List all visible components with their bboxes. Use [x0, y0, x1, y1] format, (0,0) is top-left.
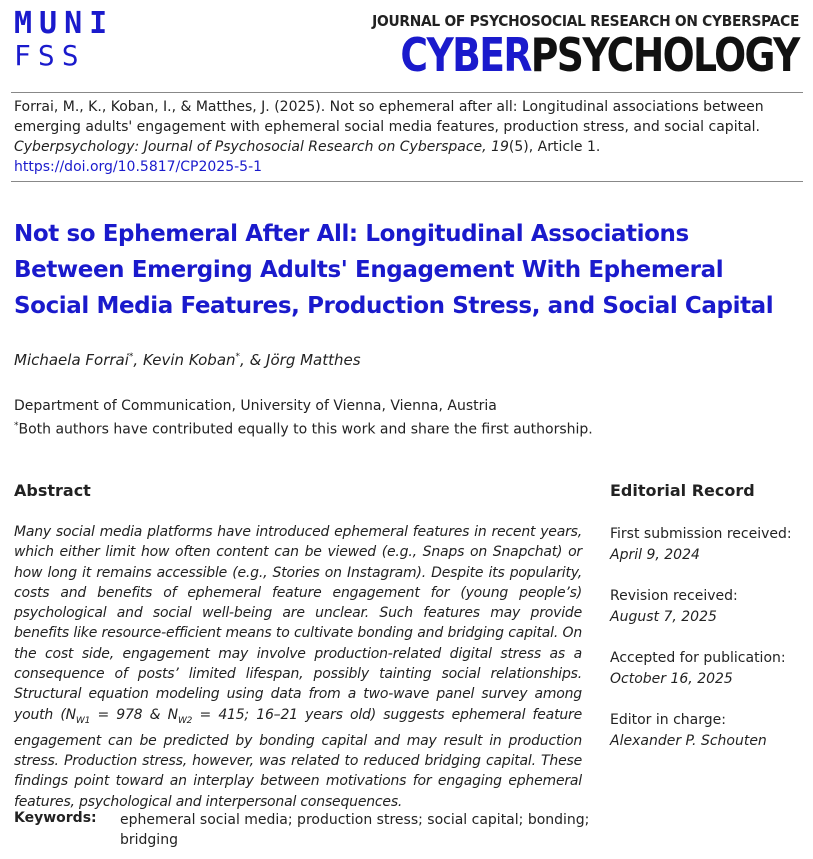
keywords-value: ephemeral social media; production stress; social capital; bonding; bridging [120, 812, 590, 848]
record-first-submission [610, 524, 810, 565]
university-logo [14, 8, 114, 72]
journal-title-part2: PSYCHOLOGY [531, 28, 799, 82]
affiliation-block [14, 396, 593, 440]
doi-link[interactable]: https://doi.org/10.5817/CP2025-5-1 [14, 159, 263, 175]
citation-block [11, 92, 803, 182]
abstract-text: Many social media platforms have introduced ephemeral features in recent years, which either limit how often content can be viewed (e.g., Snaps on Snapchat) or how long it remains accessible (e.g., Stories on Instagram). Despite its popularity, costs and benefits of ephemeral feature engagement for (young people’s) psychological and social well-being are unclear. Such features may provide benefits like resource-efficient means to cultivate bonding and bridging capital. On the cost side, engagement may involve production-related digital stress as a consequence of posts’ limited lifespan, possibly tainting social relationships. Structural equation modeling using data from a two-wave panel survey among youth ($N_{W1} = 978$ & $N_{W2} = 415$; 16–21 years old) suggests ephemeral feature engagement can be predicted by bonding capital and may result in production stress. Production stress, however, was related to reduced bridging capital. These findings point toward an interplay between motivations for engaging ephemeral features, psychological and interpersonal consequences. [14, 524, 582, 810]
record-label: Editor in charge: [610, 712, 726, 728]
record-value: April 9, 2024 [610, 546, 700, 563]
record-revision [610, 586, 810, 627]
article-title: Not so Ephemeral After All: Longitudinal Associations Between Emerging Adults' Engagement With Ephemeral Social Media Features, Production Stress, and Social Capital [14, 221, 774, 319]
author-1: Michaela Forrai [14, 351, 129, 369]
citation-text: Forrai, M., K., Koban, I., & Matthes, J. (2025). Not so ephemeral after all: Longitudinal associations between emerging adults' engagement with ephemeral social media features, production stress, and social capital. [14, 99, 764, 135]
affiliation: Department of Communication, University of Vienna, Vienna, Austria [14, 398, 497, 414]
record-editor [610, 710, 810, 751]
record-value: August 7, 2025 [610, 608, 717, 625]
record-accepted [610, 648, 810, 689]
editorial-record [610, 524, 810, 772]
citation-journal: Cyberpsychology: Journal of Psychosocial Research on Cyberspace, 19 [14, 139, 509, 155]
author-2: Kevin Koban [142, 351, 236, 369]
journal-subtitle: JOURNAL OF PSYCHOSOCIAL RESEARCH ON CYBERSPACE [372, 12, 799, 30]
author-note: *Both authors have contributed equally to this work and share the first authorship. [14, 421, 593, 438]
keywords-label: Keywords: [14, 810, 97, 826]
author-list: Michaela Forrai*, Kevin Koban*, & Jörg Matthes [14, 351, 361, 369]
record-value: October 16, 2025 [610, 670, 733, 687]
journal-title [401, 28, 799, 82]
record-label: Revision received: [610, 588, 738, 604]
citation-issue: (5), Article 1. [508, 139, 601, 155]
author-note-text: Both authors have contributed equally to this work and share the first authorship. [18, 421, 593, 438]
editorial-heading: Editorial Record [610, 481, 755, 500]
journal-title-part1: CYBER [400, 28, 532, 82]
record-label: First submission received: [610, 526, 792, 542]
logo-line-1: MUNI [14, 6, 115, 41]
author-3: Jörg Matthes [266, 351, 361, 369]
logo-line-2: FSS [14, 39, 86, 72]
abstract-heading: Abstract [14, 481, 91, 500]
record-label: Accepted for publication: [610, 650, 786, 666]
record-value: Alexander P. Schouten [610, 732, 767, 749]
